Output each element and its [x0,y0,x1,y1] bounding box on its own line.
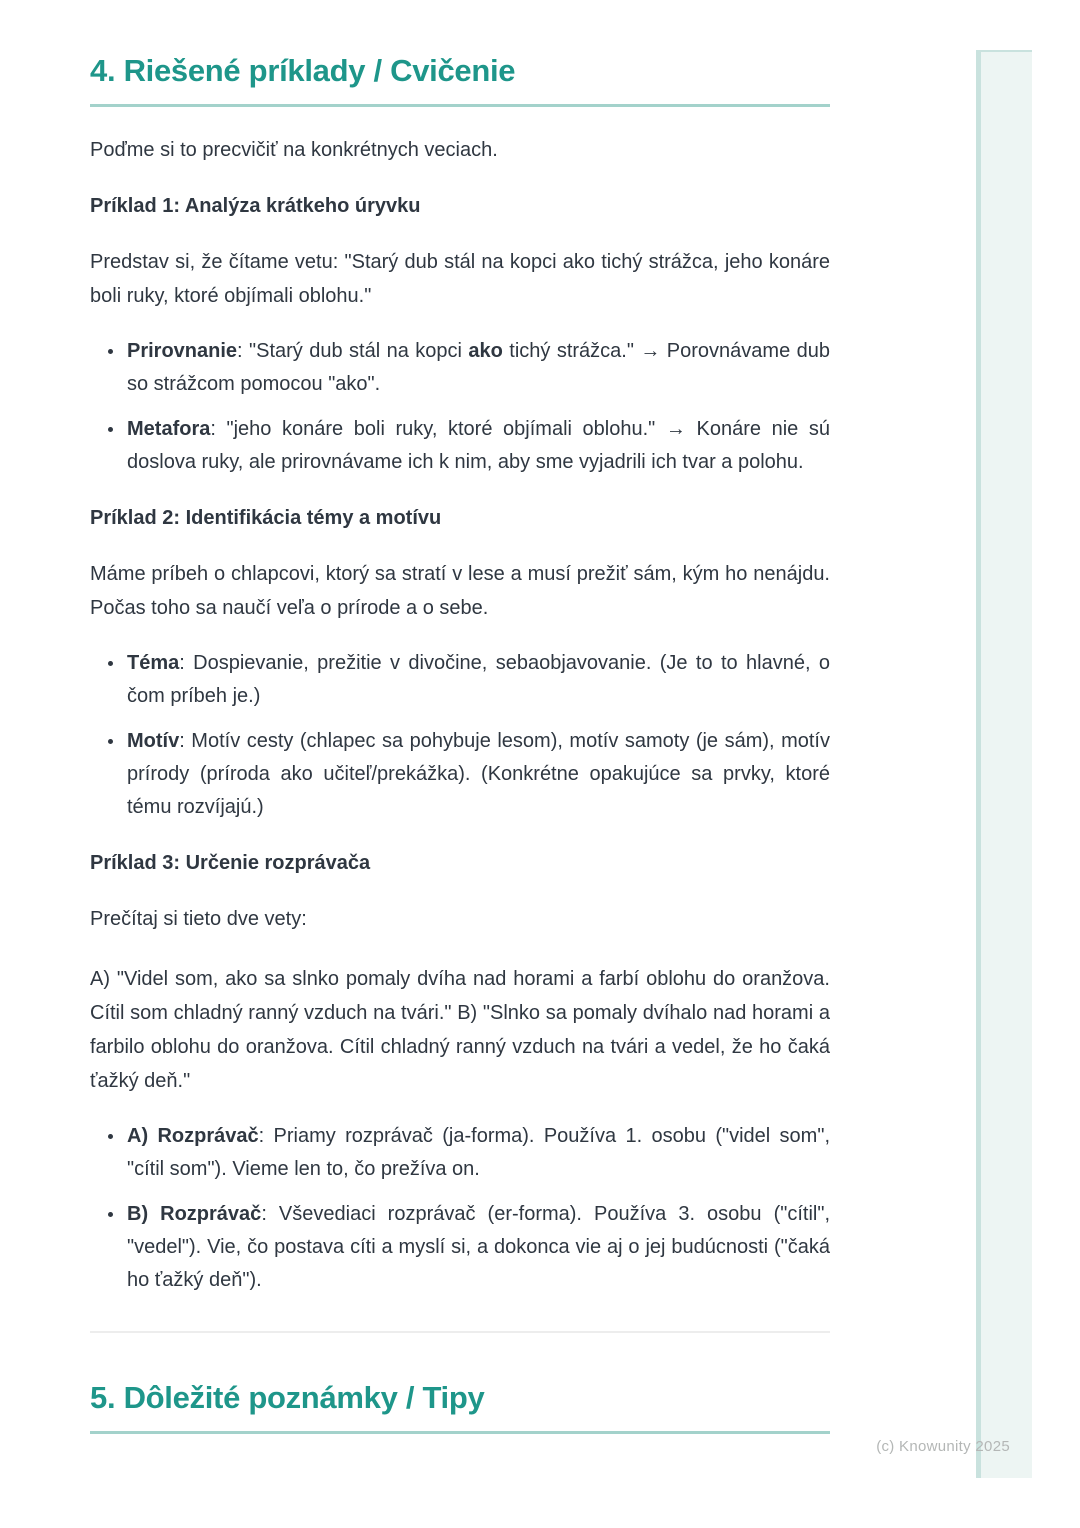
subheading: Príklad 3: Určenie rozprávača [90,852,371,874]
bold-text: Motív [127,730,180,752]
section-divider [90,1331,830,1333]
bullet-list [90,1120,830,1297]
watermark: (c) Knowunity 2025 [876,1438,1010,1455]
bold-text: B) Rozprávač [127,1203,262,1225]
paragraph: Máme príbeh o chlapcovi, ktorý sa stratí v lese a musí prežiť sám, kým ho nenájdu. Počas toho sa naučí veľa o prírode a o sebe. [90,563,830,619]
section-heading: 4. Riešené príklady / Cvičenie [90,52,830,107]
paragraph: Prečítaj si tieto dve vety: [90,908,307,930]
bold-text: Prirovnanie [127,340,238,362]
list-item: • Motív: Motív cesty (chlapec sa pohybuje lesom), motív samoty (je sám), motív prírody (príroda ako učiteľ/prekážka). (Konkrétne opakujúce sa prvky, ktoré tému rozvíjajú.) [125,725,830,824]
bullet-list [90,647,830,824]
subheading: Príklad 1: Analýza krátkeho úryvku [90,195,421,217]
section-heading: 5. Dôležité poznámky / Tipy [90,1379,830,1434]
subheading: Príklad 2: Identifikácia témy a motívu [90,507,442,529]
bold-text: Téma [127,652,180,674]
paragraph: A) "Videl som, ako sa slnko pomaly dvíha nad horami a farbí oblohu do oranžova. Cítil som chladný ranný vzduch na tvári." B) "Slnko sa pomaly dvíhalo nad horami a farbilo oblohu do oranžova. Cítil chladný ranný vzduch na tvári a vedel, že ho čaká ťažký deň." [90,968,830,1092]
list-item: • Téma: Dospievanie, prežitie v divočine, sebaobjavovanie. (Je to to hlavné, o čom príbeh je.) [125,647,830,713]
bold-text: Metafora [127,418,211,440]
list-item: • A) Rozprávač: Priamy rozprávač (ja-forma). Používa 1. osobu ("videl som", "cítil som"). Vieme len to, čo prežíva on. [125,1120,830,1186]
list-item: • Metafora: "jeho konáre boli ruky, ktoré objímali oblohu." → Konáre nie sú doslova ruky, ale prirovnávame ich k nim, aby sme vyjadrili ich tvar a polohu. [125,413,830,479]
list-item: • B) Rozprávač: Vševediaci rozprávač (er-forma). Používa 3. osobu ("cítil", "vedel"). Vie, čo postava cíti a myslí si, a dokonca vie aj o jej budúcnosti ("čaká ho ťažký deň"). [125,1198,830,1297]
bold-text: A) Rozprávač [127,1125,259,1147]
paragraph: Poďme si to precvičiť na konkrétnych veciach. [90,139,498,161]
list-item: • Prirovnanie: "Starý dub stál na kopci ako tichý strážca." → Porovnávame dub so strážcom pomocou "ako". [125,335,830,401]
bold-text: ako [468,340,503,362]
paragraph: Predstav si, že čítame vetu: "Starý dub stál na kopci ako tichý strážca, jeho konáre boli ruky, ktoré objímali oblohu." [90,251,830,307]
bullet-list [90,335,830,479]
